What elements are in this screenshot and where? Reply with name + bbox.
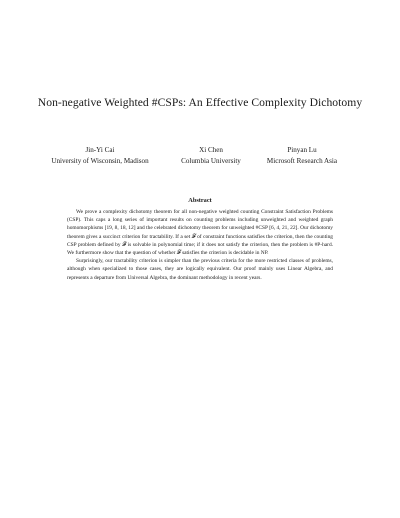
abstract-body: [67, 208, 333, 282]
paper-title: Non-negative Weighted #CSPs: An Effective Complexity Dichotomy: [37, 96, 363, 109]
author-name: Pinyan Lu: [287, 146, 317, 154]
author-affiliation: Microsoft Research Asia: [266, 156, 338, 165]
author-block-3: [242, 145, 362, 166]
abstract-heading: Abstract: [188, 197, 212, 204]
author-name: Jin-Yi Cai: [85, 146, 115, 154]
author-affiliation: University of Wisconsin, Madison: [51, 156, 149, 165]
author-name: Xi Chen: [199, 146, 223, 154]
abstract-paragraph-1: We prove a complexity dichotomy theorem for all non-negative weighted counting Constraint Satisfaction Problems (CSP). This caps a long series of important results on counting problems including unweighted and weighted graph homomorphisms [19, 8, 18, 12] and the celebrated dichotomy theorem for unweighted #CSP [6, 4, 21, 22]. Our dichotomy theorem gives a succinct criterion for tractability. If a set 𝓕 of constraint functions satisfies the criterion, then the counting CSP problem defined by 𝓕 is solvable in polynomial time; if it does not satisfy the criterion, then the problem is #P-hard. We furthermore show that the question of whether 𝓕 satisfies the criterion is decidable in NP.: [67, 209, 333, 257]
abstract-paragraph-2: Surprisingly, our tractability criterion is simpler than the previous criteria for the more restricted classes of problems, although when specialized to those cases, they are logically equivalent. Our proof mainly uses Linear Algebra, and represents a departure from Universal Algebra, the dominant methodology in recent years.: [67, 258, 333, 281]
author-block-1: [35, 145, 165, 166]
author-affiliation: Columbia University: [181, 156, 241, 165]
